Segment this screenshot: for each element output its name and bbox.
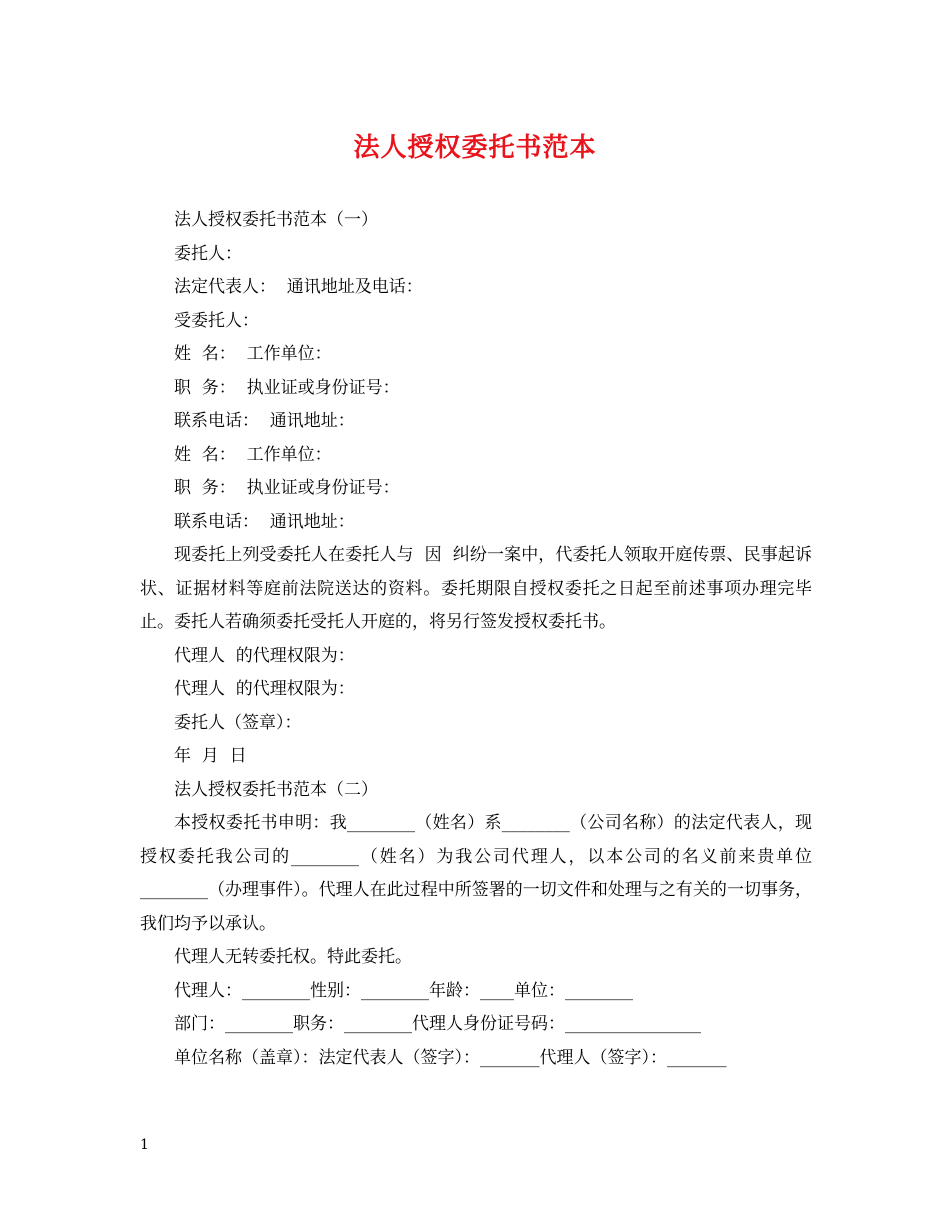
document-title: 法人授权委托书范本 [353, 133, 597, 163]
field-agent1-name: 姓 名： 工作单位： [174, 344, 332, 364]
agent-authority-2: 代理人 的代理权限为： [174, 679, 355, 699]
agent-authority-1: 代理人 的代理权限为： [174, 645, 355, 666]
entrustment-paragraph: 现委托上列受委托人在委托人与 因 纠纷一案中，代委托人领取开庭传票、民事起诉状、证据材料等庭前法院送达的资料。委托期限自授权委托之日起至前述事项办理完毕止。委托人若确须委托受托人开庭的，将另行签发授权委托书。 [140, 545, 812, 632]
page-number: 1 [140, 1137, 149, 1153]
declaration-paragraph: 本授权委托书申明：我________（姓名）系________（公司名称）的法定代表人，现授权委托我公司的________（姓名）为我公司代理人，以本公司的名义前来贵单位________（办理事件）。代理人在此过程中所签署的一切文件和处理与之有关的一切事务，我们均予以承认。 [140, 813, 812, 934]
principal-signature: 委托人（签章）： [174, 712, 302, 733]
field-agent1-contact: 联系电话： 通讯地址： [174, 411, 355, 431]
section-heading-1: 法人授权委托书范本（一） [174, 210, 378, 230]
date-line: 年 月 日 [174, 746, 247, 766]
field-legal-representative: 法定代表人： 通讯地址及电话： [174, 277, 423, 297]
field-principal: 委托人： [174, 243, 242, 264]
field-agent1-position: 职 务： 执业证或身份证号： [174, 377, 400, 398]
section-heading-2: 法人授权委托书范本（二） [174, 779, 378, 800]
no-sub-delegation: 代理人无转委托权。特此委托。 [174, 947, 412, 967]
field-agent: 受委托人： [174, 310, 259, 331]
signature-line: 单位名称（盖章）：法定代表人（签字）：_______代理人（签字）：_______ [174, 1047, 727, 1068]
document-body [140, 204, 812, 1075]
field-agent2-name: 姓 名： 工作单位： [174, 444, 332, 465]
department-info-line: 部门：________职务：________代理人身份证号码：________________ [174, 1014, 701, 1034]
field-agent2-contact: 联系电话： 通讯地址： [174, 511, 355, 532]
field-agent2-position: 职 务： 执业证或身份证号： [174, 478, 400, 498]
agent-info-line: 代理人：________性别：________年龄：____单位：________ [174, 980, 633, 1001]
